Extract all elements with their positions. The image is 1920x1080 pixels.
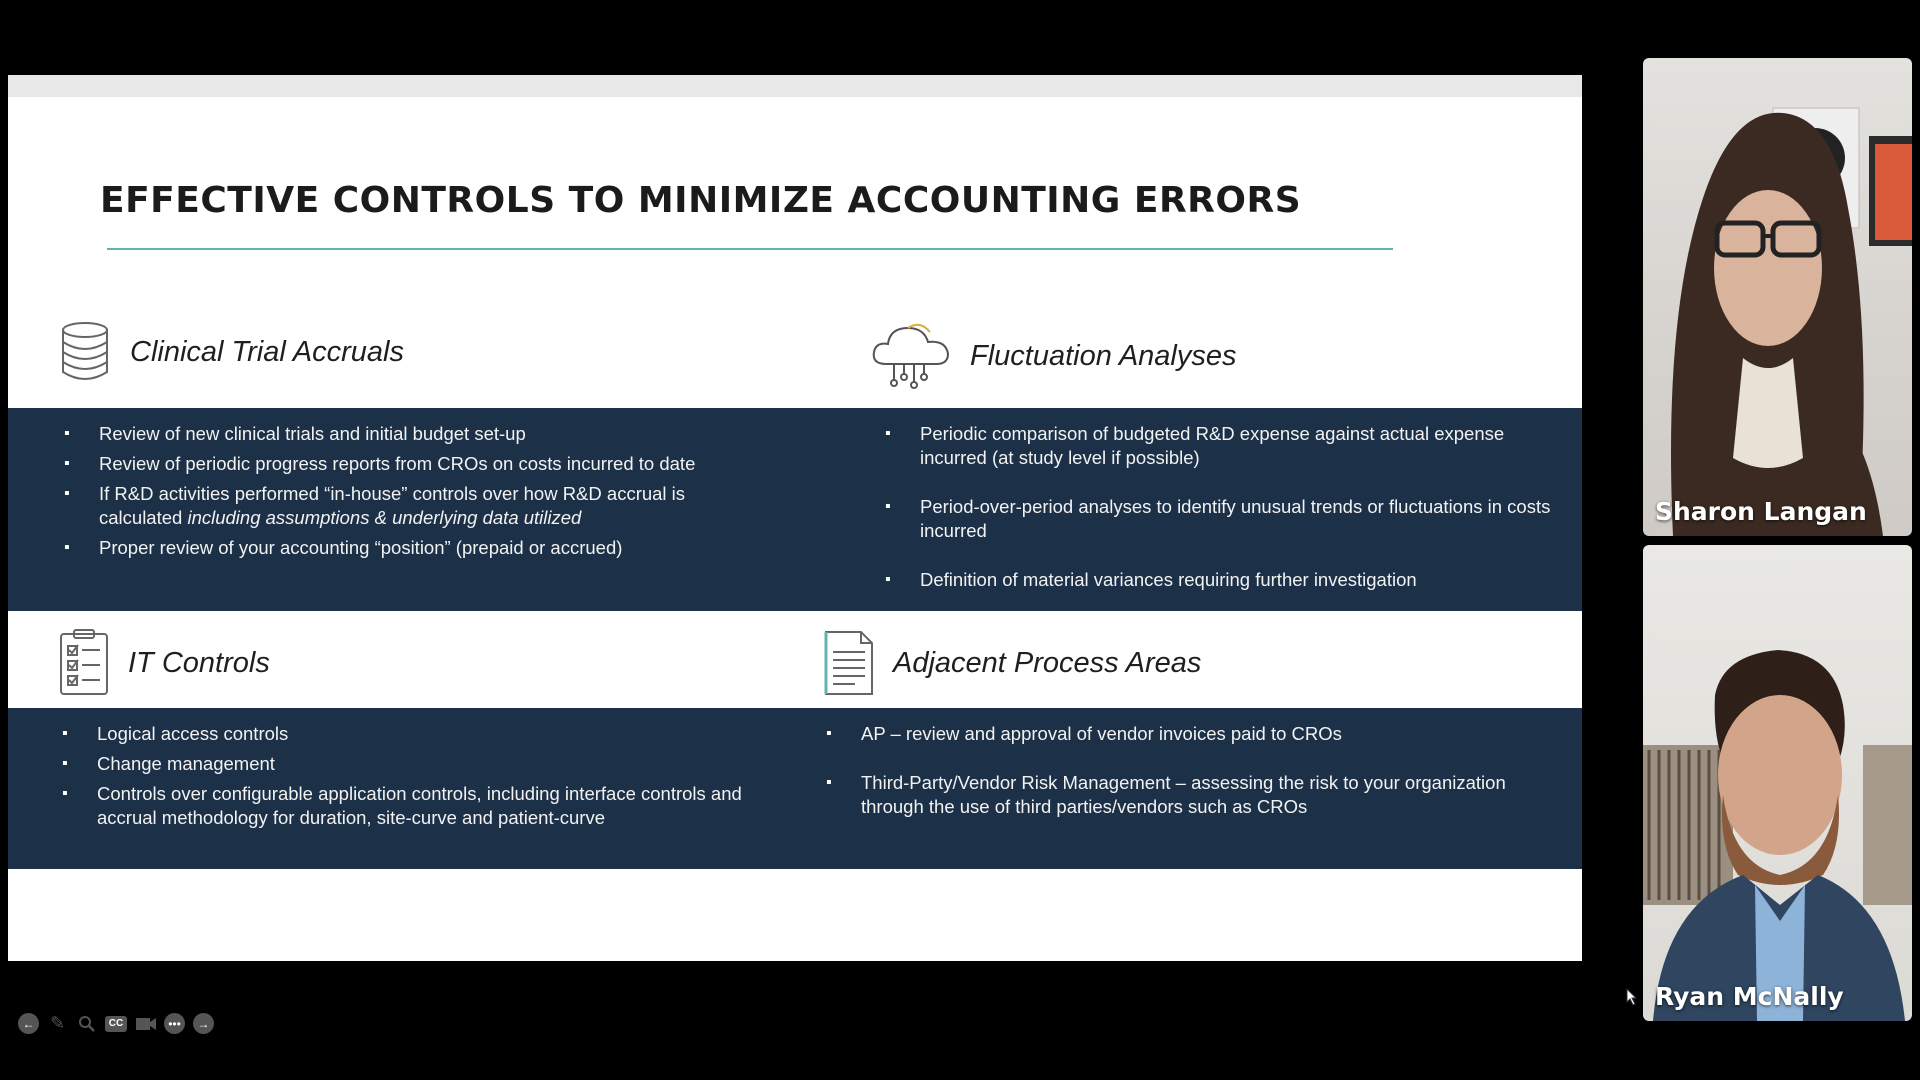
zoom-icon[interactable] xyxy=(76,1013,97,1034)
pen-icon[interactable]: ✎ xyxy=(49,1013,66,1033)
slide-title: EFFECTIVE CONTROLS TO MINIMIZE ACCOUNTING ERRORS xyxy=(100,180,1302,221)
section-clinical-heading: Clinical Trial Accruals xyxy=(130,335,404,368)
presentation-toolbar xyxy=(18,1013,214,1034)
list-item xyxy=(64,482,764,530)
list-item: ▪ Definition of material variances requiring further investigation xyxy=(885,568,1565,592)
bottom-content-band xyxy=(8,708,1582,869)
list-item: ▪ Change management xyxy=(62,752,742,776)
previous-icon[interactable]: ← xyxy=(18,1013,39,1034)
participant-name: Sharon Langan xyxy=(1655,497,1867,526)
camera-icon[interactable] xyxy=(135,1013,156,1034)
section-fluctuation-header xyxy=(870,320,1237,392)
section-clinical-header xyxy=(58,320,404,384)
list-item: ▪ Proper review of your accounting “position” (prepaid or accrued) xyxy=(64,536,764,560)
captions-icon[interactable]: CC xyxy=(105,1016,127,1032)
bullet-text: If R&D activities performed “in-house” controls over how R&D accrual is calculated xyxy=(99,483,686,528)
database-icon xyxy=(58,320,112,384)
mouse-cursor-icon xyxy=(1626,988,1638,1006)
clinical-bullet-list xyxy=(64,422,764,560)
participant-tile-2[interactable] xyxy=(1643,545,1912,1021)
list-item: ▪ Review of periodic progress reports from CROs on costs incurred to date xyxy=(64,452,764,476)
section-it-header xyxy=(58,628,270,698)
list-item: ▪ Third-Party/Vendor Risk Management – assessing the risk to your organization through the use of third parties/vendors such as CROs xyxy=(826,771,1566,819)
more-icon[interactable]: ••• xyxy=(164,1013,185,1034)
fluctuation-bullet-list xyxy=(885,422,1565,592)
list-item: ▪ Controls over configurable application controls, including interface controls and accrual methodology for duration, site-curve and patient-curve xyxy=(62,782,742,830)
section-it-heading: IT Controls xyxy=(128,646,270,679)
checklist-icon xyxy=(58,628,110,698)
presentation-slide xyxy=(8,75,1582,1033)
document-icon xyxy=(823,628,875,698)
slide-top-bar xyxy=(8,75,1582,97)
next-icon[interactable]: → xyxy=(193,1013,214,1034)
title-divider xyxy=(107,248,1393,250)
participant-video xyxy=(1643,545,1912,1021)
participant-name: Ryan McNally xyxy=(1655,982,1844,1011)
it-bullet-list xyxy=(62,722,742,830)
list-item: ▪ Logical access controls xyxy=(62,722,742,746)
section-adjacent-heading: Adjacent Process Areas xyxy=(893,646,1202,679)
participant-tile-1[interactable] xyxy=(1643,58,1912,536)
list-item: ▪ AP – review and approval of vendor invoices paid to CROs xyxy=(826,722,1566,746)
participant-video xyxy=(1643,58,1912,536)
adjacent-bullet-list xyxy=(826,722,1566,819)
top-content-band xyxy=(8,408,1582,611)
cloud-network-icon xyxy=(870,320,952,392)
list-item: ▪ Review of new clinical trials and initial budget set-up xyxy=(64,422,764,446)
list-item: ▪ Period-over-period analyses to identify unusual trends or fluctuations in costs incurred xyxy=(885,495,1565,543)
bullet-italic-text: including assumptions & underlying data utilized xyxy=(187,507,582,528)
section-adjacent-header xyxy=(823,628,1201,698)
list-item: ▪ Periodic comparison of budgeted R&D expense against actual expense incurred (at study level if possible) xyxy=(885,422,1565,470)
section-fluctuation-heading: Fluctuation Analyses xyxy=(970,339,1237,372)
